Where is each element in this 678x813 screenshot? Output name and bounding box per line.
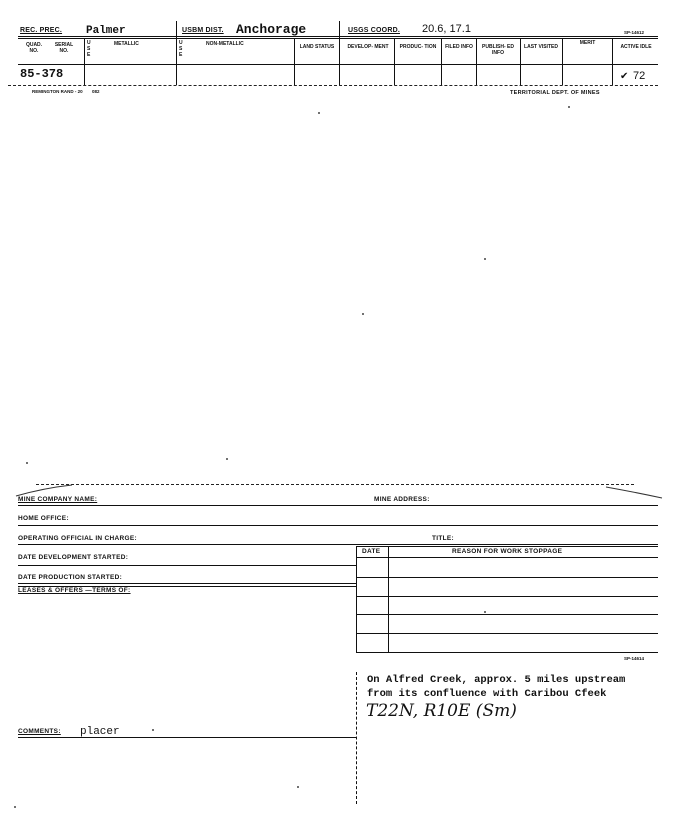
scan-speck	[226, 458, 228, 460]
form-number-bottom: SP-14614	[624, 656, 645, 661]
header-dash-rule	[8, 85, 658, 86]
scan-speck	[484, 611, 486, 613]
handwritten-note: T22N, R10E (Sm)	[366, 701, 517, 721]
header-rule-1	[18, 36, 658, 37]
active-idle-col: ACTIVE IDLE	[620, 44, 652, 50]
merit-col: MERIT	[579, 40, 596, 46]
form-rule	[18, 544, 658, 545]
reason-col-header: REASON FOR WORK STOPPAGE	[452, 548, 563, 555]
title-label: TITLE:	[432, 535, 455, 542]
production-col: PRODUC- TION	[399, 44, 437, 50]
table-divider	[356, 672, 357, 804]
form-rule	[356, 596, 658, 597]
date-production-label: DATE PRODUCTION STARTED:	[18, 574, 123, 581]
metallic-label: METALLIC	[114, 41, 139, 47]
form-rule	[18, 583, 356, 584]
filed-info-col: FILED INFO	[445, 44, 473, 50]
col-divider	[84, 38, 85, 85]
comments-value: placer	[80, 726, 120, 738]
table-divider	[388, 546, 389, 653]
table-divider	[356, 546, 357, 653]
mine-company-label: MINE COMPANY NAME:	[18, 496, 98, 503]
usgs-coord-value: 20.6, 17.1	[422, 23, 471, 35]
rec-prec-value: Palmer	[86, 25, 126, 37]
usbm-dist-label: USBM DIST.	[182, 27, 224, 34]
printer-code: 082	[92, 89, 100, 94]
development-col: DEVELOP- MENT	[347, 44, 389, 50]
active-idle-value: 72	[633, 70, 646, 82]
form-rule	[356, 546, 658, 547]
col-divider	[394, 38, 395, 85]
quad-label: QUAD. NO.	[25, 42, 43, 54]
form-rule	[18, 525, 658, 526]
usbm-dist-value: Anchorage	[236, 22, 307, 37]
form-rule	[356, 633, 658, 634]
scan-speck	[568, 106, 570, 108]
form-rule	[356, 614, 658, 615]
land-status-col: LAND STATUS	[299, 44, 335, 50]
dept-label: TERRITORIAL DEPT. OF MINES	[510, 90, 600, 96]
last-visited-col: LAST VISITED	[524, 44, 558, 50]
form-rule	[18, 737, 356, 738]
scan-speck	[26, 462, 28, 464]
form-rule	[356, 557, 658, 558]
card-dash-rule	[36, 484, 634, 485]
date-col-header: DATE	[362, 548, 381, 555]
location-line-1: On Alfred Creek, approx. 5 miles upstream	[367, 674, 626, 686]
nonmetallic-label: NON-METALLIC	[206, 41, 244, 47]
col-divider	[441, 38, 442, 85]
col-divider	[294, 38, 295, 85]
published-info-col: PUBLISH- ED INFO	[482, 44, 514, 56]
use-label-metallic: U S E	[87, 40, 91, 58]
comments-label: COMMENTS:	[18, 728, 61, 735]
home-office-label: HOME OFFICE:	[18, 515, 69, 522]
col-divider	[520, 38, 521, 85]
scan-speck	[484, 258, 486, 260]
operating-official-label: OPERATING OFFICIAL IN CHARGE:	[18, 535, 137, 542]
quad-value: 85-378	[20, 67, 64, 81]
form-rule	[356, 652, 658, 653]
location-line-2: from its confluence with Caribou Cfeek	[367, 688, 607, 700]
col-divider	[339, 21, 340, 85]
scan-speck	[318, 112, 320, 114]
serial-label: SERIAL NO.	[54, 42, 74, 54]
scan-speck	[152, 729, 154, 731]
form-rule	[18, 565, 356, 566]
usgs-coord-label: USGS COORD.	[348, 27, 400, 34]
card-edge-right	[604, 486, 664, 500]
col-divider	[562, 38, 563, 85]
scan-speck	[297, 786, 299, 788]
date-development-label: DATE DEVELOPMENT STARTED:	[18, 554, 129, 561]
rec-prec-label: REC. PREC.	[20, 27, 63, 34]
scan-speck	[14, 806, 16, 808]
col-divider	[476, 38, 477, 85]
form-rule	[18, 505, 658, 506]
form-number-top: SP-14612	[624, 30, 645, 35]
printer-note: REMINGTON RAND - 20	[32, 89, 83, 94]
col-divider	[176, 21, 177, 85]
form-rule	[356, 577, 658, 578]
col-divider	[612, 38, 613, 85]
checkmark-icon: ✔	[620, 71, 629, 82]
mine-address-label: MINE ADDRESS:	[374, 496, 430, 503]
use-label-nonmetallic: U S E	[179, 40, 183, 58]
scan-speck	[362, 313, 364, 315]
leases-label: LEASES & OFFERS —TERMS OF:	[18, 587, 131, 594]
